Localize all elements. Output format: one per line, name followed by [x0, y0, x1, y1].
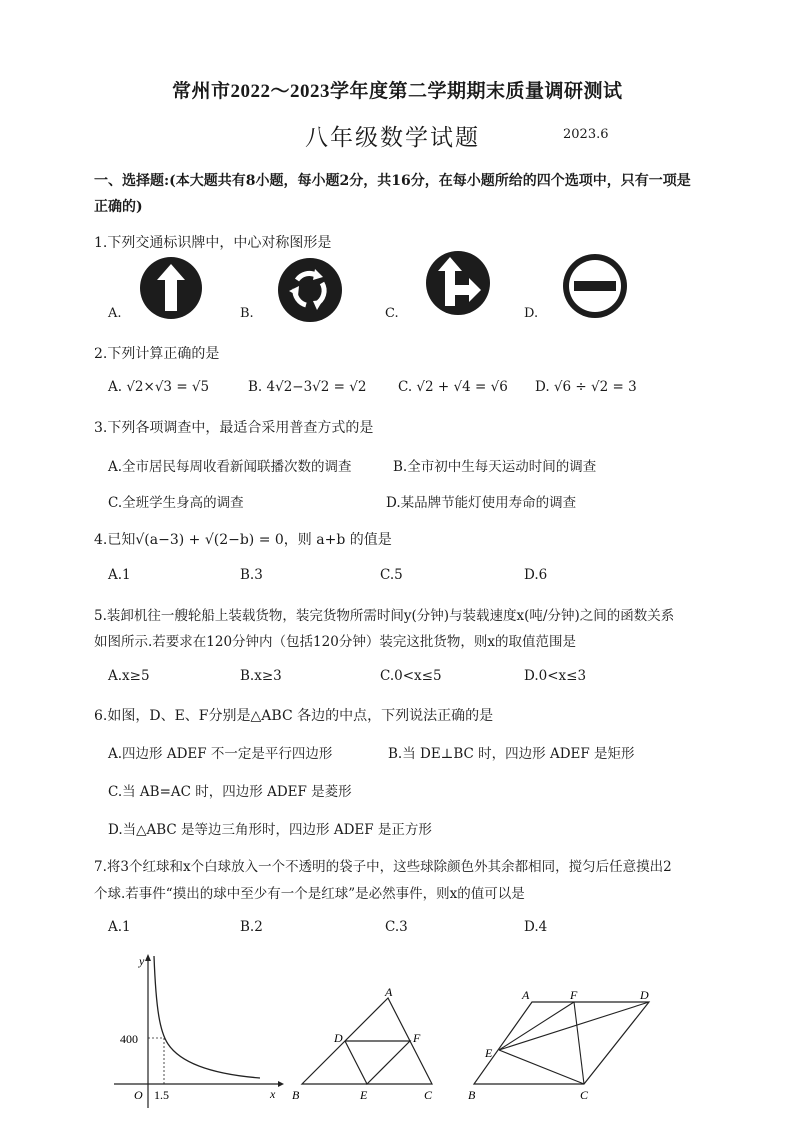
q1-label-c: C.: [385, 306, 399, 321]
q5-function-graph: [110, 950, 290, 1110]
q2-option-a: A. √2×√3 = √5: [108, 379, 210, 395]
q5-stem-line2: 如图所示.若要求在120分钟内（包括120分钟）装完这批货物，则x的取值范围是: [94, 634, 576, 650]
q6-option-c: C.当 AB=AC 时，四边形 ADEF 是菱形: [108, 784, 352, 800]
point-a-label: A: [522, 988, 530, 1002]
q4-stem: 4.已知√(a−3) + √(2−b) = 0，则 a+b 的值是: [94, 532, 392, 548]
point-f-label: F: [413, 1031, 421, 1045]
point-d-label: D: [334, 1031, 343, 1045]
q4-option-b: B.3: [240, 567, 263, 583]
point-b-label: B: [292, 1088, 300, 1102]
q5-option-c: C.0<x≤5: [380, 668, 442, 684]
x-axis-label: x: [270, 1087, 276, 1101]
q7-parallelogram-figure: [462, 985, 692, 1105]
q6-option-b: B.当 DE⊥BC 时，四边形 ADEF 是矩形: [388, 746, 635, 762]
q7-option-a: A.1: [108, 919, 131, 935]
origin-label: O: [134, 1088, 143, 1102]
y-axis-label: y: [139, 954, 145, 968]
q7-option-b: B.2: [240, 919, 263, 935]
q3-stem: 3.下列各项调查中，最适合采用普查方式的是: [94, 420, 374, 436]
q6-stem: 6.如图，D、E、F分别是△ABC 各边的中点，下列说法正确的是: [94, 708, 494, 724]
q3-option-b: B.全市初中生每天运动时间的调查: [393, 459, 597, 475]
point-b-label: B: [468, 1088, 476, 1102]
q7-option-d: D.4: [524, 919, 548, 935]
x-tick-label: 1.5: [154, 1088, 169, 1102]
q6-option-d: D.当△ABC 是等边三角形时，四边形 ADEF 是正方形: [108, 822, 432, 838]
q1-sign-c-straight-or-right-icon: [424, 249, 492, 317]
exam-date: 2023.6: [563, 127, 609, 142]
q6-triangle-figure: [290, 982, 450, 1104]
point-e-label: E: [485, 1046, 493, 1060]
exam-title: 常州市2022～2023学年度第二学期期末质量调研测试: [172, 81, 623, 102]
q5-option-b: B.x≥3: [240, 668, 282, 684]
q5-stem-line1: 5.装卸机往一艘轮船上装载货物，装完货物所需时间y(分钟)与装载速度x(吨/分钟)之间的函数关系: [94, 608, 675, 624]
q5-option-d: D.0<x≤3: [524, 668, 587, 684]
q1-sign-a-up-arrow-icon: [138, 255, 204, 321]
q1-stem: 1.下列交通标识牌中，中心对称图形是: [94, 235, 332, 251]
q2-option-b: B. 4√2−3√2 = √2: [248, 379, 367, 395]
q4-option-c: C.5: [380, 567, 403, 583]
q1-label-b: B.: [240, 306, 254, 321]
section-heading-line1: 一、选择题:(本大题共有8小题，每小题2分，共16分，在每小题所给的四个选项中，只有一项是: [94, 173, 691, 189]
q2-stem: 2.下列计算正确的是: [94, 346, 220, 362]
point-d-label: D: [640, 988, 649, 1002]
q7-option-c: C.3: [385, 919, 408, 935]
point-e-label: E: [360, 1088, 368, 1102]
q1-sign-b-roundabout-icon: [276, 256, 344, 324]
q1-label-a: A.: [108, 306, 122, 321]
y-tick-label: 400: [120, 1032, 138, 1046]
q7-stem-line1: 7.将3个红球和x个白球放入一个不透明的袋子中，这些球除颜色外其余都相同，搅匀后任意摸出2: [94, 859, 672, 875]
q2-option-c: C. √2 + √4 = √6: [398, 379, 508, 395]
q1-sign-d-no-entry-icon: [561, 252, 629, 320]
point-a-label: A: [385, 985, 393, 999]
q6-option-a: A.四边形 ADEF 不一定是平行四边形: [108, 746, 333, 762]
q1-label-d: D.: [524, 306, 539, 321]
exam-subtitle: 八年级数学试题: [305, 125, 480, 151]
q2-option-d: D. √6 ÷ √2 = 3: [535, 379, 637, 395]
point-c-label: C: [580, 1088, 589, 1102]
q4-option-d: D.6: [524, 567, 548, 583]
q3-option-d: D.某品牌节能灯使用寿命的调查: [386, 495, 577, 511]
q3-option-c: C.全班学生身高的调查: [108, 495, 244, 511]
q7-stem-line2: 个球.若事件“摸出的球中至少有一个是红球”是必然事件，则x的值可以是: [94, 886, 525, 902]
q4-option-a: A.1: [108, 567, 131, 583]
q3-option-a: A.全市居民每周收看新闻联播次数的调查: [108, 459, 352, 475]
section-heading-line2: 正确的): [94, 199, 143, 215]
inverse-curve: [154, 956, 260, 1078]
point-c-label: C: [424, 1088, 433, 1102]
q5-option-a: A.x≥5: [108, 668, 150, 684]
point-f-label: F: [570, 988, 578, 1002]
